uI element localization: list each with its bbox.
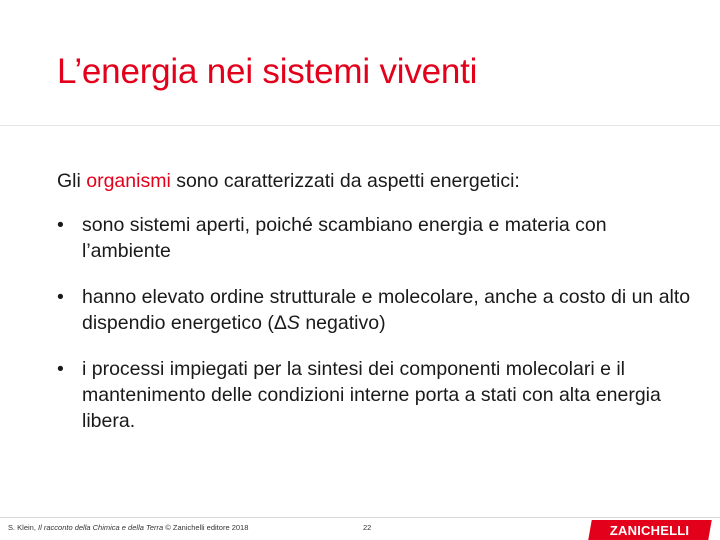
brand-logo [588,520,712,540]
bullet-item [57,284,697,336]
bullet-text: hanno elevato ordine strutturale e molecolare, anche a costo di un alto dispendio energetico (ΔS negativo) [82,286,691,334]
intro-prefix: Gli [57,170,87,192]
intro-text [57,170,520,193]
footer-publisher: © Zanichelli editore 2018 [163,523,249,532]
footer-book-title: Il racconto della Chimica e della Terra [38,523,164,532]
bullet-list [57,212,697,454]
intro-suffix: sono caratterizzati da aspetti energetici: [170,170,520,192]
title-divider [0,125,720,126]
bullet-icon: • [57,358,64,380]
bullet-text: i processi impiegati per la sintesi dei componenti molecolari e il mantenimento delle condizioni interne porta a stati con alta energia libera. [82,358,661,432]
bullet-item [57,212,697,264]
bullet-text: sono sistemi aperti, poiché scambiano energia e materia con l’ambiente [82,214,607,262]
bullet-icon: • [57,214,64,236]
page-number: 22 [363,523,372,532]
slide-title: L’energia nei sistemi viventi [57,52,478,91]
bullet-item [57,356,697,434]
footer-divider [0,517,720,518]
intro-highlight: organismi [86,170,171,192]
footer-credit [8,523,248,532]
bullet-icon: • [57,286,64,308]
footer-author: S. Klein, [8,523,39,532]
brand-logo-text: ZANICHELLI [610,522,690,538]
